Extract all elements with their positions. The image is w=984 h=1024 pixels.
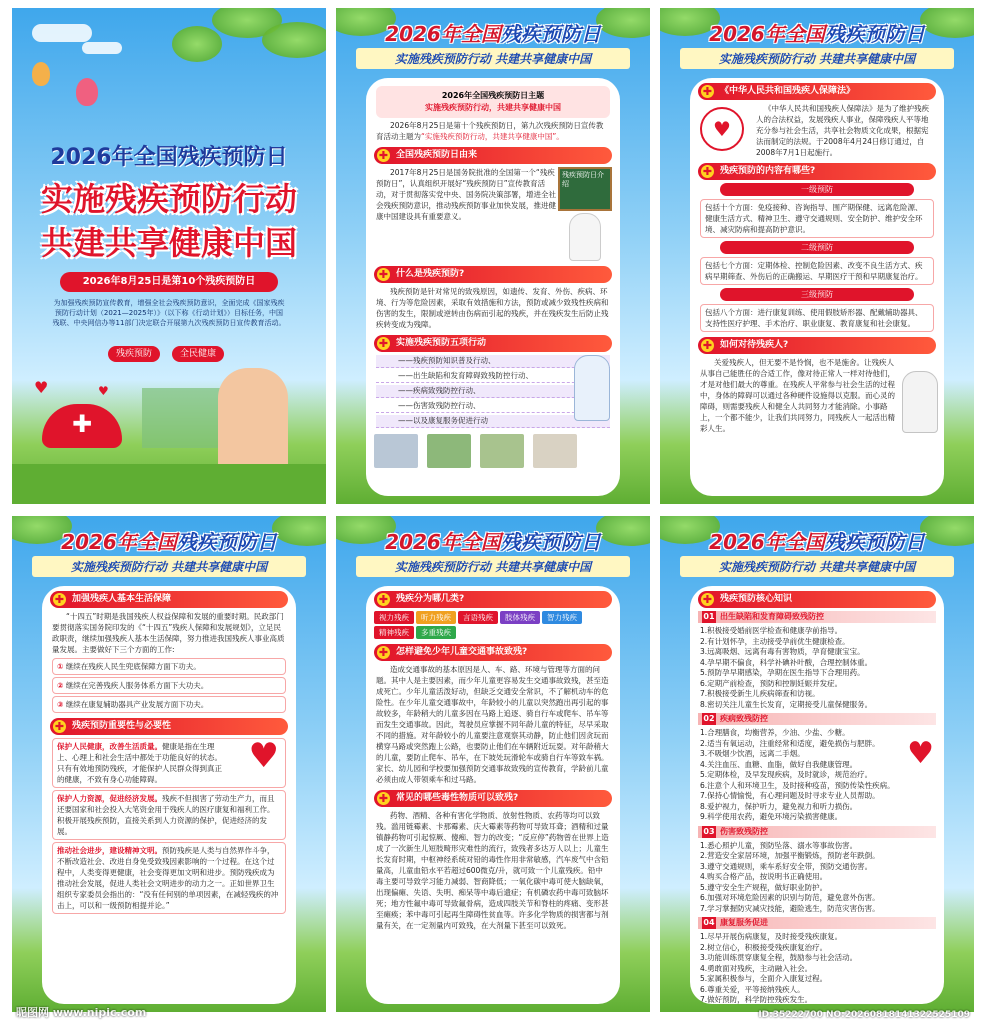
heart-icon: ♥ bbox=[34, 378, 49, 397]
photo-thumbnail bbox=[533, 434, 577, 468]
what-is-text: 残疾预防是针对常见的致残原因，如遗传、发育、外伤、疾病、环境、行为等危险因素，采取有效措施和方法，预防或减少致残性疾病和伤害的发生，限制或逆转由伤病而引起的残疾，并在残疾发生后防止残疾转变成为残障。 bbox=[376, 287, 609, 329]
task-item: ② 继续在完善残疾人服务体系方面下大功夫。 bbox=[52, 677, 286, 694]
poster-law-prevention bbox=[660, 8, 974, 504]
content-card bbox=[366, 78, 620, 496]
theme-intro: 2026年8月25日是第十个残疾预防日，第九次残疾预防日宣传教育活动主题为“实施残疾预防行动，共建共享健康中国”。 bbox=[376, 121, 604, 141]
section-header-actions: ✚ 实施残疾预防五项行动 bbox=[374, 335, 612, 352]
poster-disability-types bbox=[336, 516, 650, 1012]
group-list: 1.合理膳食，均衡营养，少油、少盐、少糖。 2.适当有氧运动，注重经常和适度，避免损伤与肥胖。 3.不吸烟少饮酒，远离二手烟。 4.关注血压、血糖、血脂，做好自我健康管理。 5.定期体检，及早发现疾病，及时就诊，规范治疗。 6.注意个人和环境卫生，及时接种疫苗，预防传染性疾病。 7.保持心情愉悦，有心理问题及时寻求专业人员帮助。 8.爱护视力，保护听力，避免视力和听力损伤。 9.科学使用农药，避免环境污染损害健康。 bbox=[700, 728, 895, 821]
level1-header: 一级预防 bbox=[720, 183, 914, 196]
group-list: 1.尽早开展伤病康复，及时接受残疾康复。 2.树立信心，积极接受残疾康复治疗。 3.功能训练贯穿康复全程，鼓励参与社会活动。 4.勇敢面对残疾，主动融入社会。 5.家属积极参与，全面介入康复过程。 6.尊重关爱，平等接纳残疾人。 7.做好预防，科学防控残疾发生。 bbox=[700, 932, 858, 1004]
cover-title: 2026年全国残疾预防日 bbox=[50, 145, 288, 170]
importance-point: 保护人民健康，改善生活质量。健康是指在生理上、心理上和社会生活中都处于功能良好的状态。只有有效地预防残疾，才能保护人民群众得到真正的健康，不致有身心功能障碍。 ♥ bbox=[52, 738, 286, 788]
group-header: 04 康复服务促进 bbox=[698, 917, 936, 929]
traffic-text: 造成交通事故的基本原因是人、车、路、环境与管理等方面的问题。其中人是主要因素，而少年儿童更容易发生交通事故致残，甚至造成死亡。少年儿童活泼好动，但缺乏交通安全常识，不了解机动车的危险性。在少年儿童交通事故中，年龄较小的儿童以突然跑出再引起的事故较多，年龄稍大的儿童多因在马路上追逐、骑自行车或爬车、吊车等而发生交通事故。因此，驾驶员应掌握不同年龄儿童的特征，尽早采取不同的措施。对年龄较小的儿童要注意观察其动静，防止他们因贪玩而横穿马路或突然跑上公路，也要防止他们在车辆附近玩耍。对年龄稍大的儿童，要防止爬车、吊车，在下坡处玩滑轮车或骑自行车等致车祸。家长、幼儿园和学校要加强预防交通事故致残的宣传教育，学龄前儿童必须由成人带领乘车和过马路。 bbox=[376, 665, 609, 784]
poster-subtitle: 实施残疾预防行动 共建共享健康中国 bbox=[680, 556, 954, 577]
medical-cross-icon: ✚ bbox=[378, 149, 389, 162]
poster-subtitle: 实施残疾预防行动 共建共享健康中国 bbox=[32, 556, 306, 577]
poster-title: 2026年全国残疾预防日 bbox=[385, 530, 601, 554]
wheelchair-caregiver-illustration bbox=[218, 368, 288, 478]
section-header-importance: ✚ 残疾预防重要性与必要性 bbox=[50, 718, 288, 735]
importance-point: 保护人力资源，促进经济发展。残疾不但损害了劳动生产力，而且还要国家和社会投入大笔资金用于残疾人的医疗康复和福利工作。积极开展残疾预防，直接关系到人力资源的保护，促进经济的发展。 bbox=[52, 790, 286, 840]
heart-cross-logo-icon: ♥ bbox=[700, 107, 744, 151]
group-header: 02 疾病致残防控 bbox=[698, 713, 936, 725]
theme-text: 实施残疾预防行动，共建共享健康中国 bbox=[425, 103, 561, 112]
poster-living-security bbox=[12, 516, 326, 1012]
actions-list bbox=[366, 355, 620, 428]
category-tag: 视力残疾 bbox=[374, 611, 414, 624]
medical-cross-icon: ✚ bbox=[378, 792, 389, 805]
medical-cross-icon: ✚ bbox=[54, 720, 65, 733]
cover-intro: 为加强残疾预防宣传教育，增强全社会残疾预防意识，全面完成《国家残疾预防行动计划（2021—2025年）》（以下称《行动计划》）目标任务，中国残联、中央网信办等11部门决定联合开展第九次残疾预防日宣传教育活动。 bbox=[52, 299, 286, 327]
section-header-origin: ✚ 全国残疾预防日由来 bbox=[374, 147, 612, 164]
theme-title: 2026年全国残疾预防日主题 bbox=[441, 91, 545, 100]
group-header: 01 出生缺陷和发育障碍致残防控 bbox=[698, 611, 936, 623]
list-item: ——疾病致残防控行动、 bbox=[376, 385, 610, 398]
medical-cross-icon: ✚ bbox=[378, 268, 389, 281]
cover-date-band: 2026年8月25日是第10个残疾预防日 bbox=[60, 272, 278, 292]
group-header: 03 伤害致残防控 bbox=[698, 826, 936, 838]
cover-slogan-line2: 共建共享健康中国 bbox=[40, 224, 297, 262]
law-text: 《中华人民共和国残疾人保障法》是为了维护残疾人的合法权益，发展残疾人事业，保障残疾人平等地充分参与社会生活，共享社会物质文化成果，根据宪法而制定的法规。于2008年4月24日修订通过，自2008年7月1日起施行。 bbox=[756, 104, 929, 157]
task-item: ① 继续在残疾人民生兜底保障方面下功夫。 bbox=[52, 658, 286, 675]
section-header-security: ✚ 加强残疾人基本生活保障 bbox=[50, 591, 288, 608]
group-list: 1.积极接受婚前医学检查和健康孕前指导。 2.有计划怀孕，主动接受孕前优生健康检查。 3.远离吸烟、远离有毒有害物质，孕育健康宝宝。 4.孕早期不偏食，科学补碘补叶酸，合理控制体重。 5.预防孕早期感染，孕期在医生指导下合理用药。 6.定期产前检查，预防和控制妊娠并发症。 7.积极接受新生儿疾病筛查和访视。 8.密切关注儿童生长发育，定期接受儿童保健服务。 bbox=[700, 626, 873, 709]
list-item: ——出生缺陷和发育障碍致残防控行动、 bbox=[376, 370, 610, 383]
medical-cross-icon: ✚ bbox=[702, 593, 713, 606]
poster-core-knowledge bbox=[660, 516, 974, 1012]
importance-point: 推动社会进步，建设精神文明。预防残疾是人类与自然界作斗争，不断改造社会、改进自身免受致残因素影响的一个过程。在这个过程中，人类变得更健康，社会变得更加文明和进步。预防残疾成为推动社会发展，促进人类社会文明进步的动力之一。正如世界卫生组织专家委员会指出的：“没有任何别的单项因素，在减轻残疾的冲击上，可以和一级预防相提并论。” bbox=[52, 842, 286, 914]
content-card bbox=[690, 586, 944, 1004]
list-item: ——伤害致残防控行动、 bbox=[376, 400, 610, 413]
poster-title: 2026年全国残疾预防日 bbox=[385, 22, 601, 46]
category-tag: 智力残疾 bbox=[542, 611, 582, 624]
origin-row bbox=[366, 167, 620, 261]
level3-text: 包括八个方面：进行康复训练、使用假肢矫形器、配戴辅助器具、支持性医疗护理、手术治疗、职业康复、教育康复和社会康复。 bbox=[700, 304, 934, 332]
content-card bbox=[42, 586, 296, 1004]
medical-cross-icon: ✚ bbox=[702, 165, 713, 178]
poster-subtitle: 实施残疾预防行动 共建共享健康中国 bbox=[356, 556, 630, 577]
cloud-shape bbox=[32, 24, 92, 42]
poster-subtitle: 实施残疾预防行动 共建共享健康中国 bbox=[356, 48, 630, 69]
cover-pill-right: 全民健康 bbox=[172, 346, 224, 362]
heart-icon: ♥ bbox=[98, 384, 109, 398]
poster-title: 2026年全国残疾预防日 bbox=[709, 22, 925, 46]
medical-cross-icon: ✚ bbox=[378, 593, 389, 606]
doctor-board-illustration bbox=[558, 167, 612, 261]
doctor-figure bbox=[902, 371, 938, 433]
treat-row bbox=[690, 357, 944, 434]
cloud-shape bbox=[82, 42, 122, 54]
origin-text: 2017年8月25日是国务院批准的全国第一个“残疾预防日”，认真组织开展好“残疾预防日”宣传教育活动，对于贯彻落实党中央、国务院决策部署，增进全社会残疾预防意识，推动残疾预防事业加快发展，推进健康中国建设具有重要意义。 bbox=[376, 168, 556, 221]
section-header-law: ✚ 《中华人民共和国残疾人保障法》 bbox=[698, 83, 936, 100]
cover-pill-left: 残疾预防 bbox=[108, 346, 160, 362]
watermark-right: ID:35222700 NO:20260818141322525109 bbox=[758, 1010, 970, 1020]
hot-air-balloon-icon bbox=[76, 78, 98, 106]
heart-emblem-icon: ♥ bbox=[907, 736, 934, 771]
section-header-types: ✚ 残疾分为哪几类? bbox=[374, 591, 612, 608]
photo-thumbnail bbox=[427, 434, 471, 468]
content-card bbox=[366, 586, 620, 1004]
category-tag: 多重残疾 bbox=[416, 626, 456, 639]
doctor-figure bbox=[569, 213, 601, 261]
list-item: ——残疾预防知识普及行动、 bbox=[376, 355, 610, 368]
section-header-what-is: ✚ 什么是残疾预防? bbox=[374, 266, 612, 283]
heart-hands-icon: ✚ bbox=[42, 404, 122, 448]
watermark-left: 昵图网 www.nipic.com bbox=[16, 1006, 147, 1019]
category-tag: 听力残疾 bbox=[416, 611, 456, 624]
medical-cross-icon: ✚ bbox=[378, 646, 389, 659]
poster-day-origin bbox=[336, 8, 650, 504]
poster-title: 2026年全国残疾预防日 bbox=[61, 530, 277, 554]
medical-cross-icon: ✚ bbox=[702, 339, 713, 352]
section-header-toxic: ✚ 常见的哪些毒性物质可以致残? bbox=[374, 790, 612, 807]
medical-cross-icon: ✚ bbox=[54, 593, 65, 606]
category-tag: 精神残疾 bbox=[374, 626, 414, 639]
group-list: 1.悉心照护儿童，预防坠落、溺水等事故伤害。 2.营造安全家居环境，加强平衡锻炼，预防老年跌倒。 3.遵守交通规则，乘车系好安全带，预防交通伤害。 4.购买合格产品，按说明书正确使用。 5.遵守安全生产规程，做好职业防护。 6.加强对环境危险因素的识别与防范，避免意外伤害。 7.学习掌握防灾减灾技能，避险逃生，防范灾害伤害。 bbox=[700, 840, 880, 913]
board-label: 残疾预防日介绍 bbox=[558, 167, 612, 211]
leaf-decoration bbox=[172, 26, 222, 62]
treat-text: 关爱残疾人，但无要不是怜悯，也不是施舍。让残疾人从事自己能胜任的合适工作，像对待正常人一样对待他们，才是对他们最大的尊重。在残疾人平常参与社会生活的过程中，身体的障碍可以通过各种硬件设施得以克服。而心灵的障碍，则需要残疾人和健全人共同努力才能消除。小事路上，一个都不能少，让我们共同努力，同残疾人一起活出精彩人生。 bbox=[700, 358, 895, 433]
toxic-text: 药物、酒精、各种有害化学物质、放射性物质、农药等均可以致残。滥用链霉素、卡那霉素、庆大霉素等药物可导致耳聋；酒精和过量镇静药物可引起惊厥、傻痴、智力的改变；“反应停”药物曾在世界上造成了一次新生儿短肢畸形灾难性的流行，致残者多达万人以上；儿童生长发育时期，中枢神经系统对铅的毒性作用非常敏感，汽车废气中含铅量高，儿童血铅水平若超过600微克/升，就可致一个儿童残疾。铅中毒主要可导致学习能力减弱、智商降低；一氧化碳中毒可使大脑缺氧，出现偏瘫、失语、失明、痴呆等中毒后遗症；有机磷农药中毒可致脑坏死；地方性氟中毒可导致氟骨病，造成四肢关节和脊柱的疼痛、变形甚至瘫痪；苯中毒可引起再生障碍性贫血等。许多化学物质的损害都与剂量有关，在一定剂量内可致残，在大剂量下甚至可以致死。 bbox=[376, 811, 609, 930]
doctor-figure bbox=[574, 355, 610, 421]
security-text: “十四五”时期是我国残疾人权益保障和发展的重要时期。民政部门要贯彻落实国务院印发的《“十四五”残疾人保障和发展规划》，立足民政职责，继续加强残疾人基本生活保障，努力推进我国残疾人事业高质量发展。主要做好下三个方面的工作: bbox=[52, 612, 285, 654]
section-header-content: ✚ 残疾预防的内容有哪些? bbox=[698, 163, 936, 180]
content-card bbox=[690, 78, 944, 496]
level2-header: 二级预防 bbox=[720, 241, 914, 254]
city-skyline-illustration bbox=[142, 388, 222, 448]
category-tag: 言语残疾 bbox=[458, 611, 498, 624]
poster-subtitle: 实施残疾预防行动 共建共享健康中国 bbox=[680, 48, 954, 69]
list-item: ——以及康复服务促进行动 bbox=[376, 415, 610, 428]
poster-cover bbox=[12, 8, 326, 504]
photo-thumbnail bbox=[480, 434, 524, 468]
medical-cross-icon: ✚ bbox=[378, 337, 389, 350]
leaf-decoration bbox=[262, 22, 326, 58]
hot-air-balloon-icon bbox=[32, 62, 50, 86]
section-header-core: ✚ 残疾预防核心知识 bbox=[698, 591, 936, 608]
level3-header: 三级预防 bbox=[720, 288, 914, 301]
law-row bbox=[690, 103, 944, 158]
category-tags bbox=[374, 611, 612, 639]
photo-thumbnail bbox=[374, 434, 418, 468]
poster-title: 2026年全国残疾预防日 bbox=[709, 530, 925, 554]
section-header-treat: ✚ 如何对待残疾人? bbox=[698, 337, 936, 354]
level1-text: 包括十个方面：免疫接种、咨询指导、围产期保健、远离危险源、健康生活方式、精神卫生、遵守交通规则、安全防护、维护安全环境、减灾防病和提高防护意识。 bbox=[700, 199, 934, 238]
medical-cross-icon: ✚ bbox=[702, 85, 713, 98]
cover-slogan-line1: 实施残疾预防行动 bbox=[40, 180, 297, 218]
theme-box bbox=[376, 86, 610, 118]
category-tag: 肢体残疾 bbox=[500, 611, 540, 624]
level2-text: 包括七个方面：定期体检、控制危险因素、改变不良生活方式、疾病早期筛查、外伤后的正确搬运、早期医疗干预和早期康复治疗。 bbox=[700, 257, 934, 285]
task-item: ③ 继续在康复辅助器具产业发展方面下功夫。 bbox=[52, 696, 286, 713]
section-header-traffic: ✚ 怎样避免少年儿童交通事故致残? bbox=[374, 644, 612, 661]
heart-in-hands-icon: ♥ bbox=[248, 736, 279, 776]
photo-strip bbox=[372, 432, 614, 474]
grass-ground bbox=[12, 464, 326, 504]
